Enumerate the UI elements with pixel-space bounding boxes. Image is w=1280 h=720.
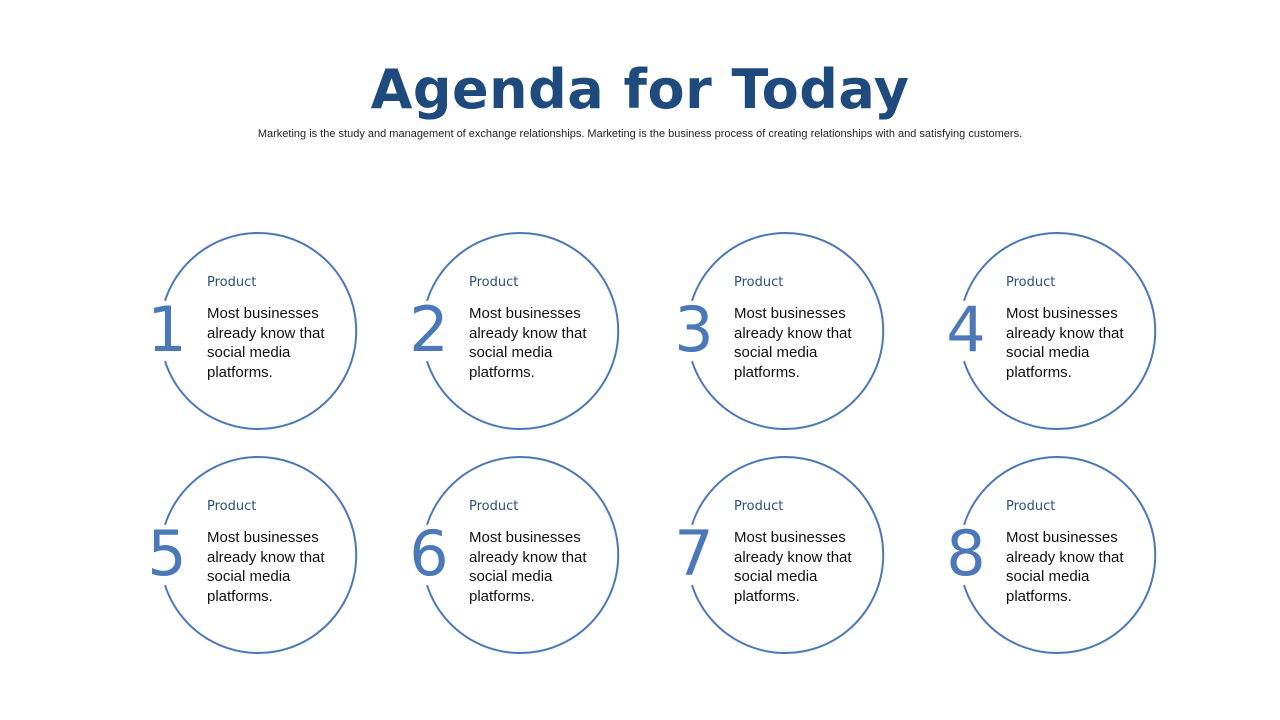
agenda-description: Most businesses already know that social media platforms. — [469, 529, 587, 605]
agenda-number: 2 — [409, 293, 449, 366]
agenda-number: 1 — [147, 293, 187, 366]
agenda-number: 6 — [409, 517, 449, 590]
agenda-number: 5 — [147, 517, 187, 590]
agenda-number: 7 — [674, 517, 714, 590]
agenda-item-4 — [944, 230, 1174, 434]
agenda-description: Most businesses already know that social media platforms. — [734, 305, 852, 381]
agenda-label: Product — [734, 499, 784, 514]
agenda-item-7 — [672, 454, 902, 658]
agenda-description: Most businesses already know that social media platforms. — [1006, 305, 1124, 381]
agenda-description: Most businesses already know that social media platforms. — [207, 305, 325, 381]
agenda-description: Most businesses already know that social media platforms. — [734, 529, 852, 605]
agenda-number: 4 — [946, 293, 986, 366]
agenda-item-5 — [145, 454, 375, 658]
agenda-label: Product — [734, 275, 784, 290]
agenda-description: Most businesses already know that social media platforms. — [469, 305, 587, 381]
agenda-label: Product — [469, 275, 519, 290]
agenda-label: Product — [207, 499, 257, 514]
page-subtitle: Marketing is the study and management of exchange relationships. Marketing is the business process of creating relationships with and satisfying customers. — [257, 128, 1023, 140]
agenda-number: 8 — [946, 517, 986, 590]
page-title: Agenda for Today — [370, 58, 910, 121]
agenda-label: Product — [469, 499, 519, 514]
agenda-label: Product — [207, 275, 257, 290]
agenda-item-8 — [944, 454, 1174, 658]
agenda-label: Product — [1006, 275, 1056, 290]
agenda-item-2 — [407, 230, 637, 434]
agenda-item-3 — [672, 230, 902, 434]
agenda-description: Most businesses already know that social media platforms. — [207, 529, 325, 605]
agenda-item-1 — [145, 230, 375, 434]
agenda-description: Most businesses already know that social media platforms. — [1006, 529, 1124, 605]
agenda-number: 3 — [674, 293, 714, 366]
agenda-label: Product — [1006, 499, 1056, 514]
agenda-item-6 — [407, 454, 637, 658]
